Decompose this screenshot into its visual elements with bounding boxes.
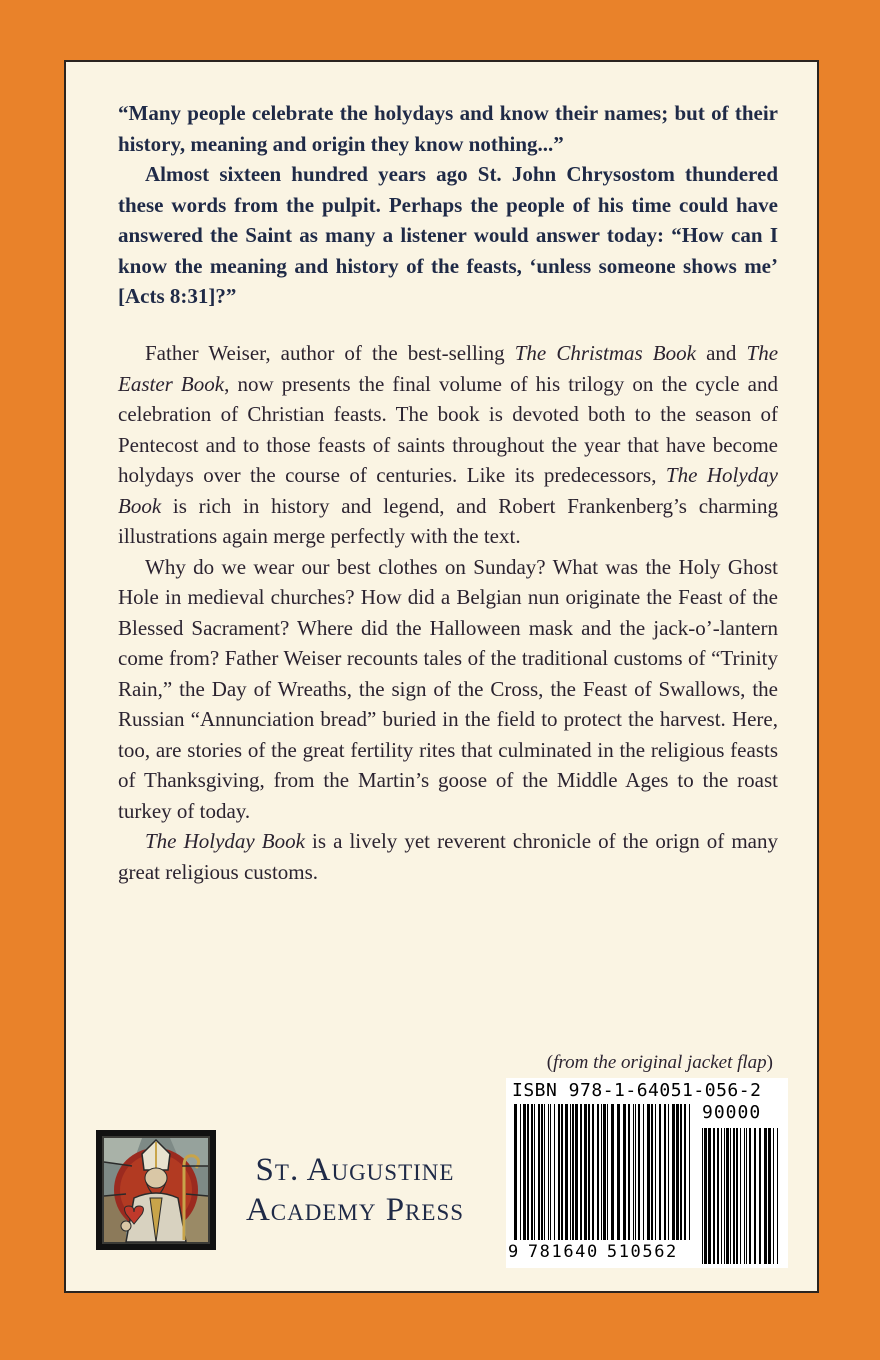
description-paragraph-1: Father Weiser, author of the best-selling The Christmas Book and The Easter Book, now presents the final volume of his trilogy on the cycle and celebration of Christian feasts. The book is devoted both to the season of Pentecost and to those feasts of saints throughout the year that have become holydays over the course of centuries. Like its predecessors, The Holyday Book is rich in history and legend, and Robert Frankenberg’s charming illustrations again merge perfectly with the text. [118,341,779,548]
isbn-label: ISBN 978-1-64051-056-2 [512,1080,762,1101]
publisher-name [230,1150,480,1230]
quote-paragraph: Almost sixteen hundred years ago St. John Chrysostom thundered these words from the pulpit. Perhaps the people of his time could have answered the Saint as many a listener would answer today: “How can I know the meaning and history of the feasts, ‘unless someone shows me’ [Acts 8:31]?” [118,162,778,308]
description-paragraph-3: The Holyday Book is a lively yet reverent chronicle of the orign of many great religious customs. [118,829,779,884]
barcode-digits: 9 781640 510562 [508,1242,678,1262]
chrysostom-quote-block [118,98,778,312]
isbn-barcode [506,1078,788,1268]
back-cover [64,60,819,1293]
title-holyday-book: The Holyday Book [145,829,305,853]
price-code: 90000 [702,1102,762,1123]
quote-line: “Many people celebrate the holydays and know their names; but of their history, meaning and origin they know nothing...” [118,101,778,156]
title-easter-book: The Easter Book [118,341,779,396]
title-christmas-book: The Christmas Book [514,341,696,365]
barcode-bars-icon [506,1078,788,1268]
book-description [118,338,778,887]
publisher-logo [96,1130,216,1250]
stained-glass-saint-icon [102,1136,210,1244]
description-paragraph-2: Why do we wear our best clothes on Sunday? What was the Holy Ghost Hole in medieval churches? How did a Belgian nun originate the Feast of the Blessed Sacrament? Where did the Halloween mask and the jack-o’-lantern come from? Father Weiser recounts tales of the traditional customs of “Trinity Rain,” the Day of Wreaths, the sign of the Cross, the Feast of Swallows, the Russian “Annunciation bread” buried in the field to protect the harvest. Here, too, are stories of the great fertility rites that culminated in the religious feasts of Thanksgiving, from the Martin’s goose of the Middle Ages to the roast turkey of today. [118,554,778,823]
title-holyday-book: The Holyday Book [118,463,778,518]
publisher-name-line-2: Academy Press [245,1192,465,1228]
jacket-flap-note: (from the original jacket flap) [546,1052,773,1073]
publisher-name-line-1: St. Augustine [255,1152,455,1188]
